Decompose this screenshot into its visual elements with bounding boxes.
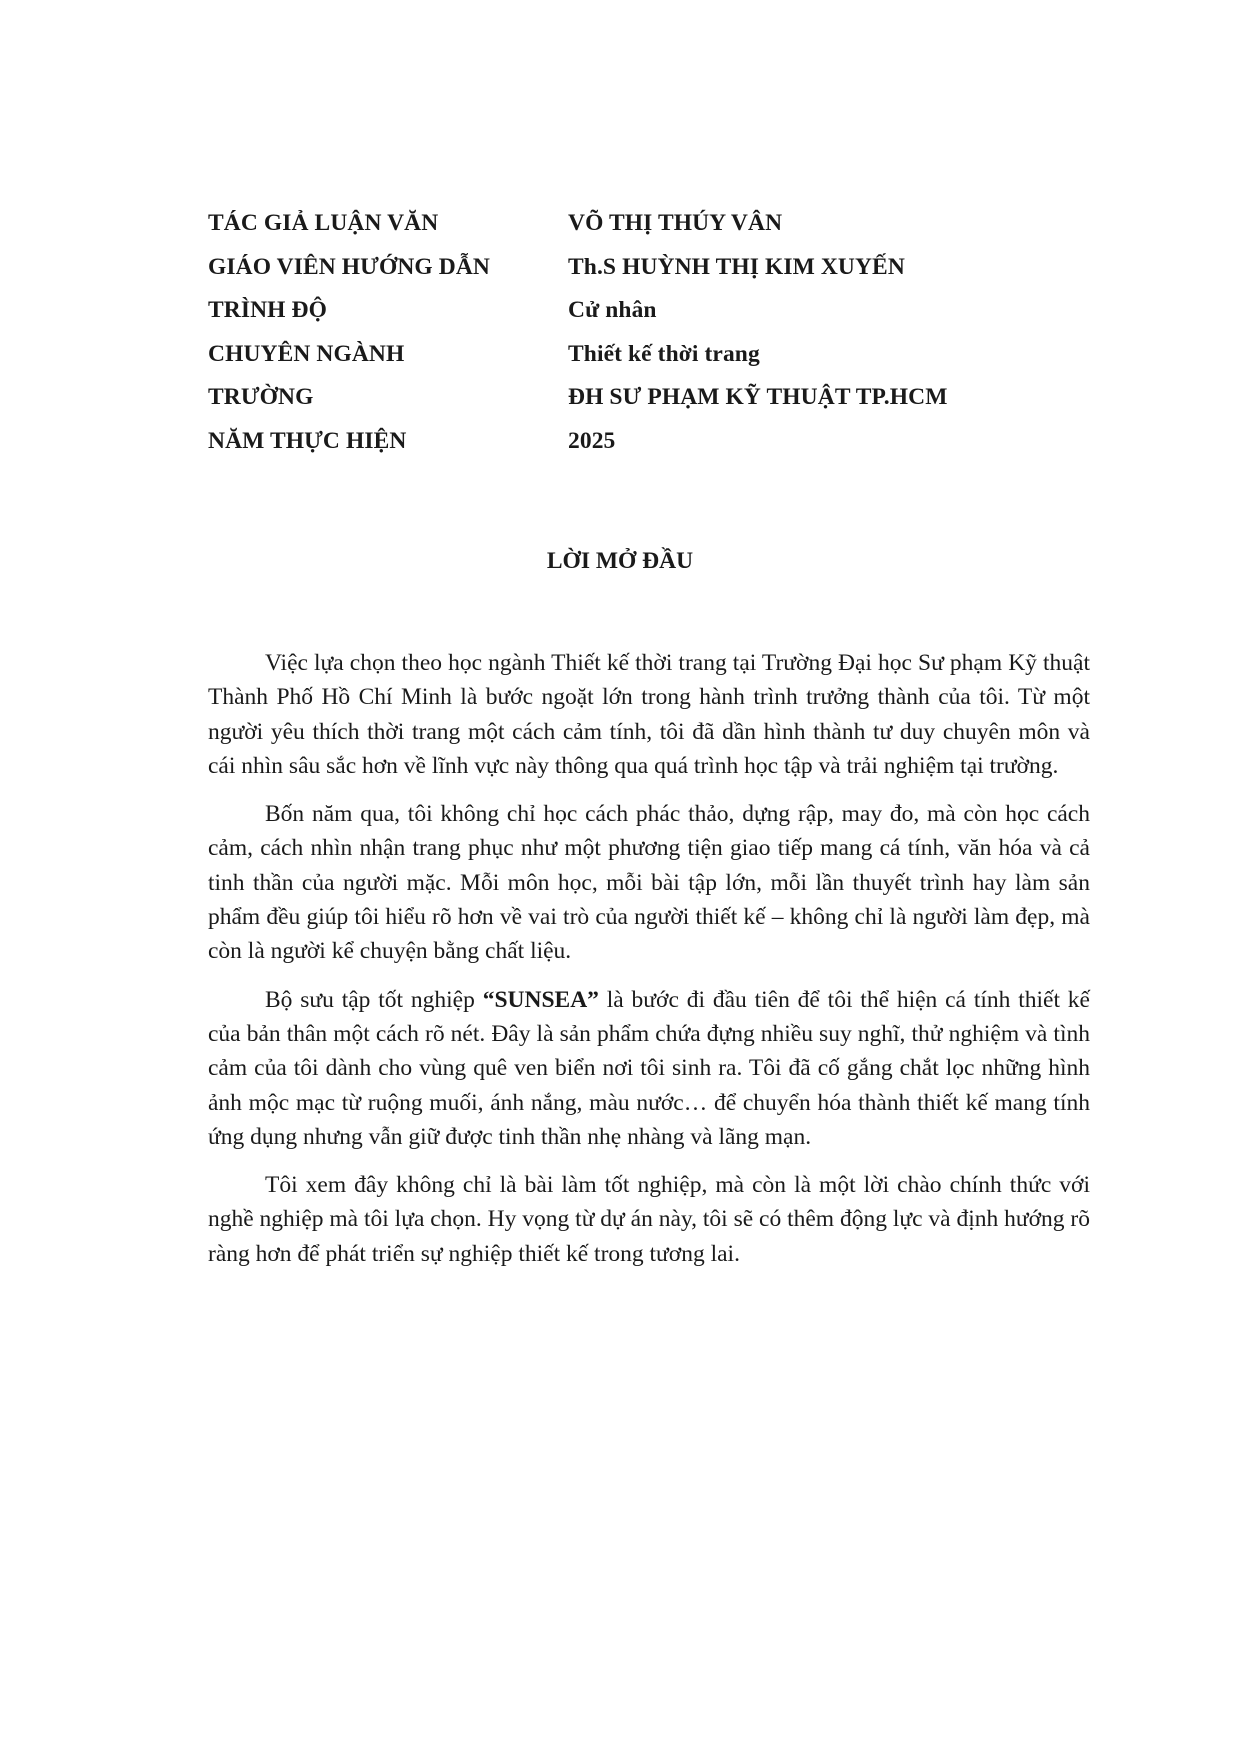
info-label: CHUYÊN NGÀNH [208, 340, 405, 367]
paragraph-1: Việc lựa chọn theo học ngành Thiết kế thời trang tại Trường Đại học Sư phạm Kỹ thuật Thành Phố Hồ Chí Minh là bước ngoặt lớn trong hành trình trưởng thành của tôi. Từ một người yêu thích thời trang một cách cảm tính, tôi đã dần hình thành tư duy chuyên môn và cái nhìn sâu sắc hơn về lĩnh vực này thông qua quá trình học tập và trải nghiệm tại trường. [208, 650, 1090, 779]
info-value: ĐH SƯ PHẠM KỸ THUẬT TP.HCM [568, 384, 948, 411]
section-heading: LỜI MỞ ĐẦU [546, 548, 694, 574]
info-row-degree [208, 289, 1028, 333]
preface-body [208, 646, 1090, 1285]
info-label: TRÌNH ĐỘ [208, 297, 327, 324]
info-row-major [208, 333, 1028, 377]
paragraph-4: Tôi xem đây không chỉ là bài làm tốt nghiệp, mà còn là một lời chào chính thức với nghề nghiệp mà tôi lựa chọn. Hy vọng từ dự án này, tôi sẽ có thêm động lực và định hướng rõ ràng hơn để phát triển sự nghiệp thiết kế trong tương lai. [208, 1172, 1090, 1267]
info-label: TÁC GIẢ LUẬN VĂN [208, 210, 439, 237]
info-value: 2025 [568, 427, 616, 454]
thesis-info-table [208, 202, 1028, 463]
info-label: TRƯỜNG [208, 384, 314, 411]
collection-name: “SUNSEA” [482, 986, 599, 1013]
info-row-school [208, 376, 1028, 420]
info-row-author [208, 202, 1028, 246]
info-row-supervisor [208, 246, 1028, 290]
info-label: GIÁO VIÊN HƯỚNG DẪN [208, 253, 490, 280]
info-label: NĂM THỰC HIỆN [208, 427, 407, 454]
paragraph-3-lead: Bộ sưu tập tốt nghiệp [265, 986, 483, 1013]
info-value: Th.S HUỲNH THỊ KIM XUYẾN [568, 253, 905, 280]
paragraph-3 [208, 983, 1090, 1154]
info-value: Cử nhân [568, 297, 657, 324]
paragraph-2: Bốn năm qua, tôi không chỉ học cách phác thảo, dựng rập, may đo, mà còn học cách cảm, cách nhìn nhận trang phục như một phương tiện giao tiếp mang cá tính, văn hóa và cả tinh thần của người mặc. Mỗi môn học, mỗi bài tập lớn, mỗi lần thuyết trình hay làm sản phẩm đều giúp tôi hiểu rõ hơn về vai trò của người thiết kế – không chỉ là người làm đẹp, mà còn là người kể chuyện bằng chất liệu. [208, 801, 1090, 965]
info-row-year [208, 420, 1028, 464]
paragraph-3-rest: là bước đi đầu tiên để tôi thể hiện cá tính thiết kế của bản thân một cách rõ nét. Đây là sản phẩm chứa đựng nhiều suy nghĩ, thử nghiệm và tình cảm của tôi dành cho vùng quê ven biển nơi tôi sinh ra. Tôi đã cố gắng chắt lọc những hình ảnh mộc mạc từ ruộng muối, ánh nắng, màu nước… để chuyển hóa thành thiết kế mang tính ứng dụng nhưng vẫn giữ được tinh thần nhẹ nhàng và lãng mạn. [208, 986, 1090, 1150]
info-value: VÕ THỊ THÚY VÂN [568, 210, 783, 237]
info-value: Thiết kế thời trang [568, 340, 760, 367]
